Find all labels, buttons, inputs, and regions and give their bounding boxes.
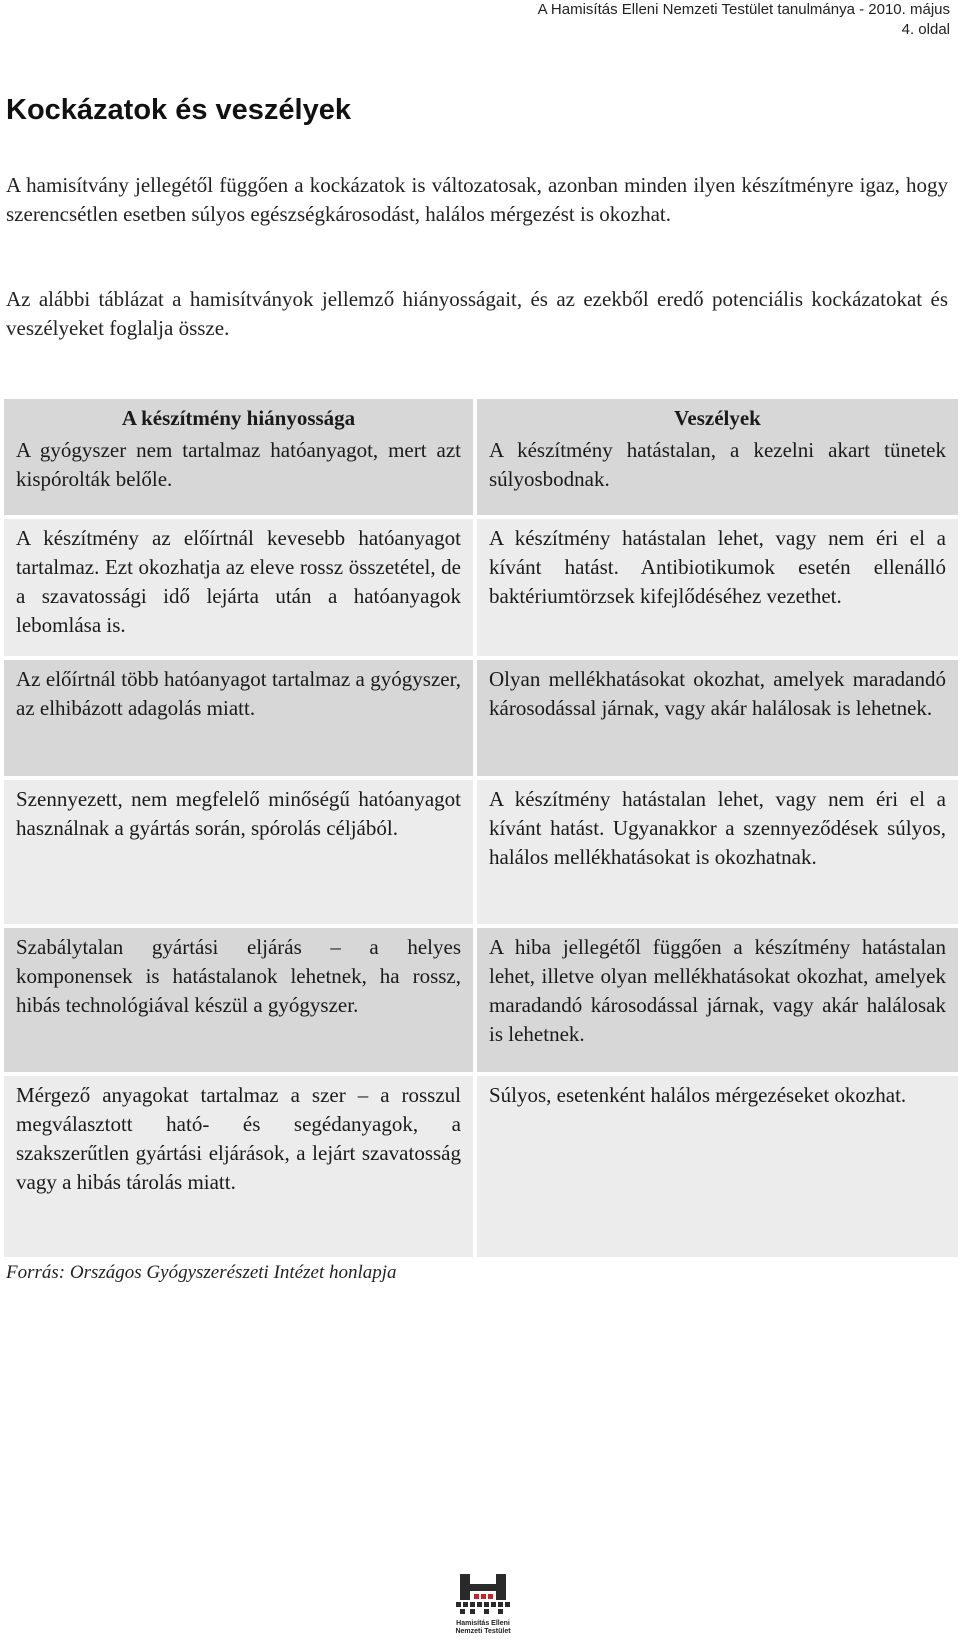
page-number: 4. oldal	[901, 21, 950, 38]
column-header-danger: Veszélyek	[674, 406, 761, 430]
page-header	[538, 0, 950, 40]
table-cell-danger	[477, 928, 958, 1072]
danger-text: A készítmény hatástalan lehet, vagy nem éri el a kívánt hatást. Antibiotikumok esetén ellenálló baktériumtörzsek kifejlődéséhez vezethet.	[489, 526, 946, 608]
defect-text: A készítmény az előírtnál kevesebb hatóanyagot tartalmaz. Ezt okozhatja az eleve rossz összetétel, de a szavatossági idő lejárta után a hatóanyagok lebomlása is.	[16, 526, 461, 637]
defect-text: Az előírtnál több hatóanyagot tartalmaz a gyógyszer, az elhibázott adagolás miatt.	[16, 667, 461, 720]
table-cell-defect	[4, 519, 473, 656]
table-cell-danger	[477, 780, 958, 924]
danger-text: Olyan mellékhatásokat okozhat, amelyek maradandó károsodással járnak, vagy akár halálosak is lehetnek.	[489, 667, 946, 720]
page-title: Kockázatok és veszélyek	[6, 94, 351, 126]
column-header-defect: A készítmény hiányossága	[121, 406, 356, 430]
table-cell-danger	[477, 399, 958, 515]
header-title: A Hamisítás Elleni Nemzeti Testület tanulmánya - 2010. május	[537, 1, 950, 18]
table-cell-danger	[477, 660, 958, 776]
table-cell-danger	[477, 519, 958, 656]
table-cell-defect	[4, 1076, 473, 1257]
danger-text: Súlyos, esetenként halálos mérgezéseket okozhat.	[489, 1083, 907, 1107]
logo-line-2: Nemzeti Testület	[455, 1628, 511, 1635]
table-cell-danger	[477, 1076, 958, 1257]
risk-table	[4, 399, 958, 1257]
defect-text: Szennyezett, nem megfelelő minőségű hatóanyagot használnak a gyártás során, spórolás céljából.	[16, 787, 461, 840]
defect-text: Szabálytalan gyártási eljárás – a helyes komponensek is hatástalanok lehetnek, ha rossz, hibás technológiával készül a gyógyszer.	[16, 935, 461, 1017]
hent-logo-icon	[448, 1570, 518, 1636]
defect-text: A gyógyszer nem tartalmaz hatóanyagot, mert azt kispórolták belőle.	[16, 438, 461, 491]
danger-text: A készítmény hatástalan lehet, vagy nem éri el a kívánt hatást. Ugyanakkor a szennyeződések súlyos, halálos mellékhatásokat is okozhatnak.	[489, 787, 946, 869]
table-cell-defect	[4, 399, 473, 515]
table-cell-defect	[4, 928, 473, 1072]
logo-line-1: Hamisítás Elleni	[456, 1620, 510, 1627]
table-intro-paragraph: Az alábbi táblázat a hamisítványok jellemző hiányosságait, és az ezekből eredő potenciális kockázatokat és veszélyeket foglalja össze.	[6, 287, 948, 340]
danger-text: A készítmény hatástalan, a kezelni akart tünetek súlyosbodnak.	[489, 438, 946, 491]
table-cell-defect	[4, 660, 473, 776]
intro-paragraph: A hamisítvány jellegétől függően a kockázatok is változatosak, azonban minden ilyen készítményre igaz, hogy szerencsétlen esetben súlyos egészségkárosodást, halálos mérgezést is okozhat.	[6, 173, 948, 226]
source-note: Forrás: Országos Gyógyszerészeti Intézet honlapja	[6, 1262, 397, 1283]
danger-text: A hiba jellegétől függően a készítmény hatástalan lehet, illetve olyan mellékhatásokat okozhat, amelyek maradandó károsodással járnak, vagy akár halálosak is lehetnek.	[489, 935, 946, 1046]
defect-text: Mérgező anyagokat tartalmaz a szer – a rosszul megválasztott ható- és segédanyagok, a szakszerűtlen gyártási eljárások, a lejárt szavatosság vagy a hibás tárolás miatt.	[16, 1083, 461, 1194]
table-cell-defect	[4, 780, 473, 924]
